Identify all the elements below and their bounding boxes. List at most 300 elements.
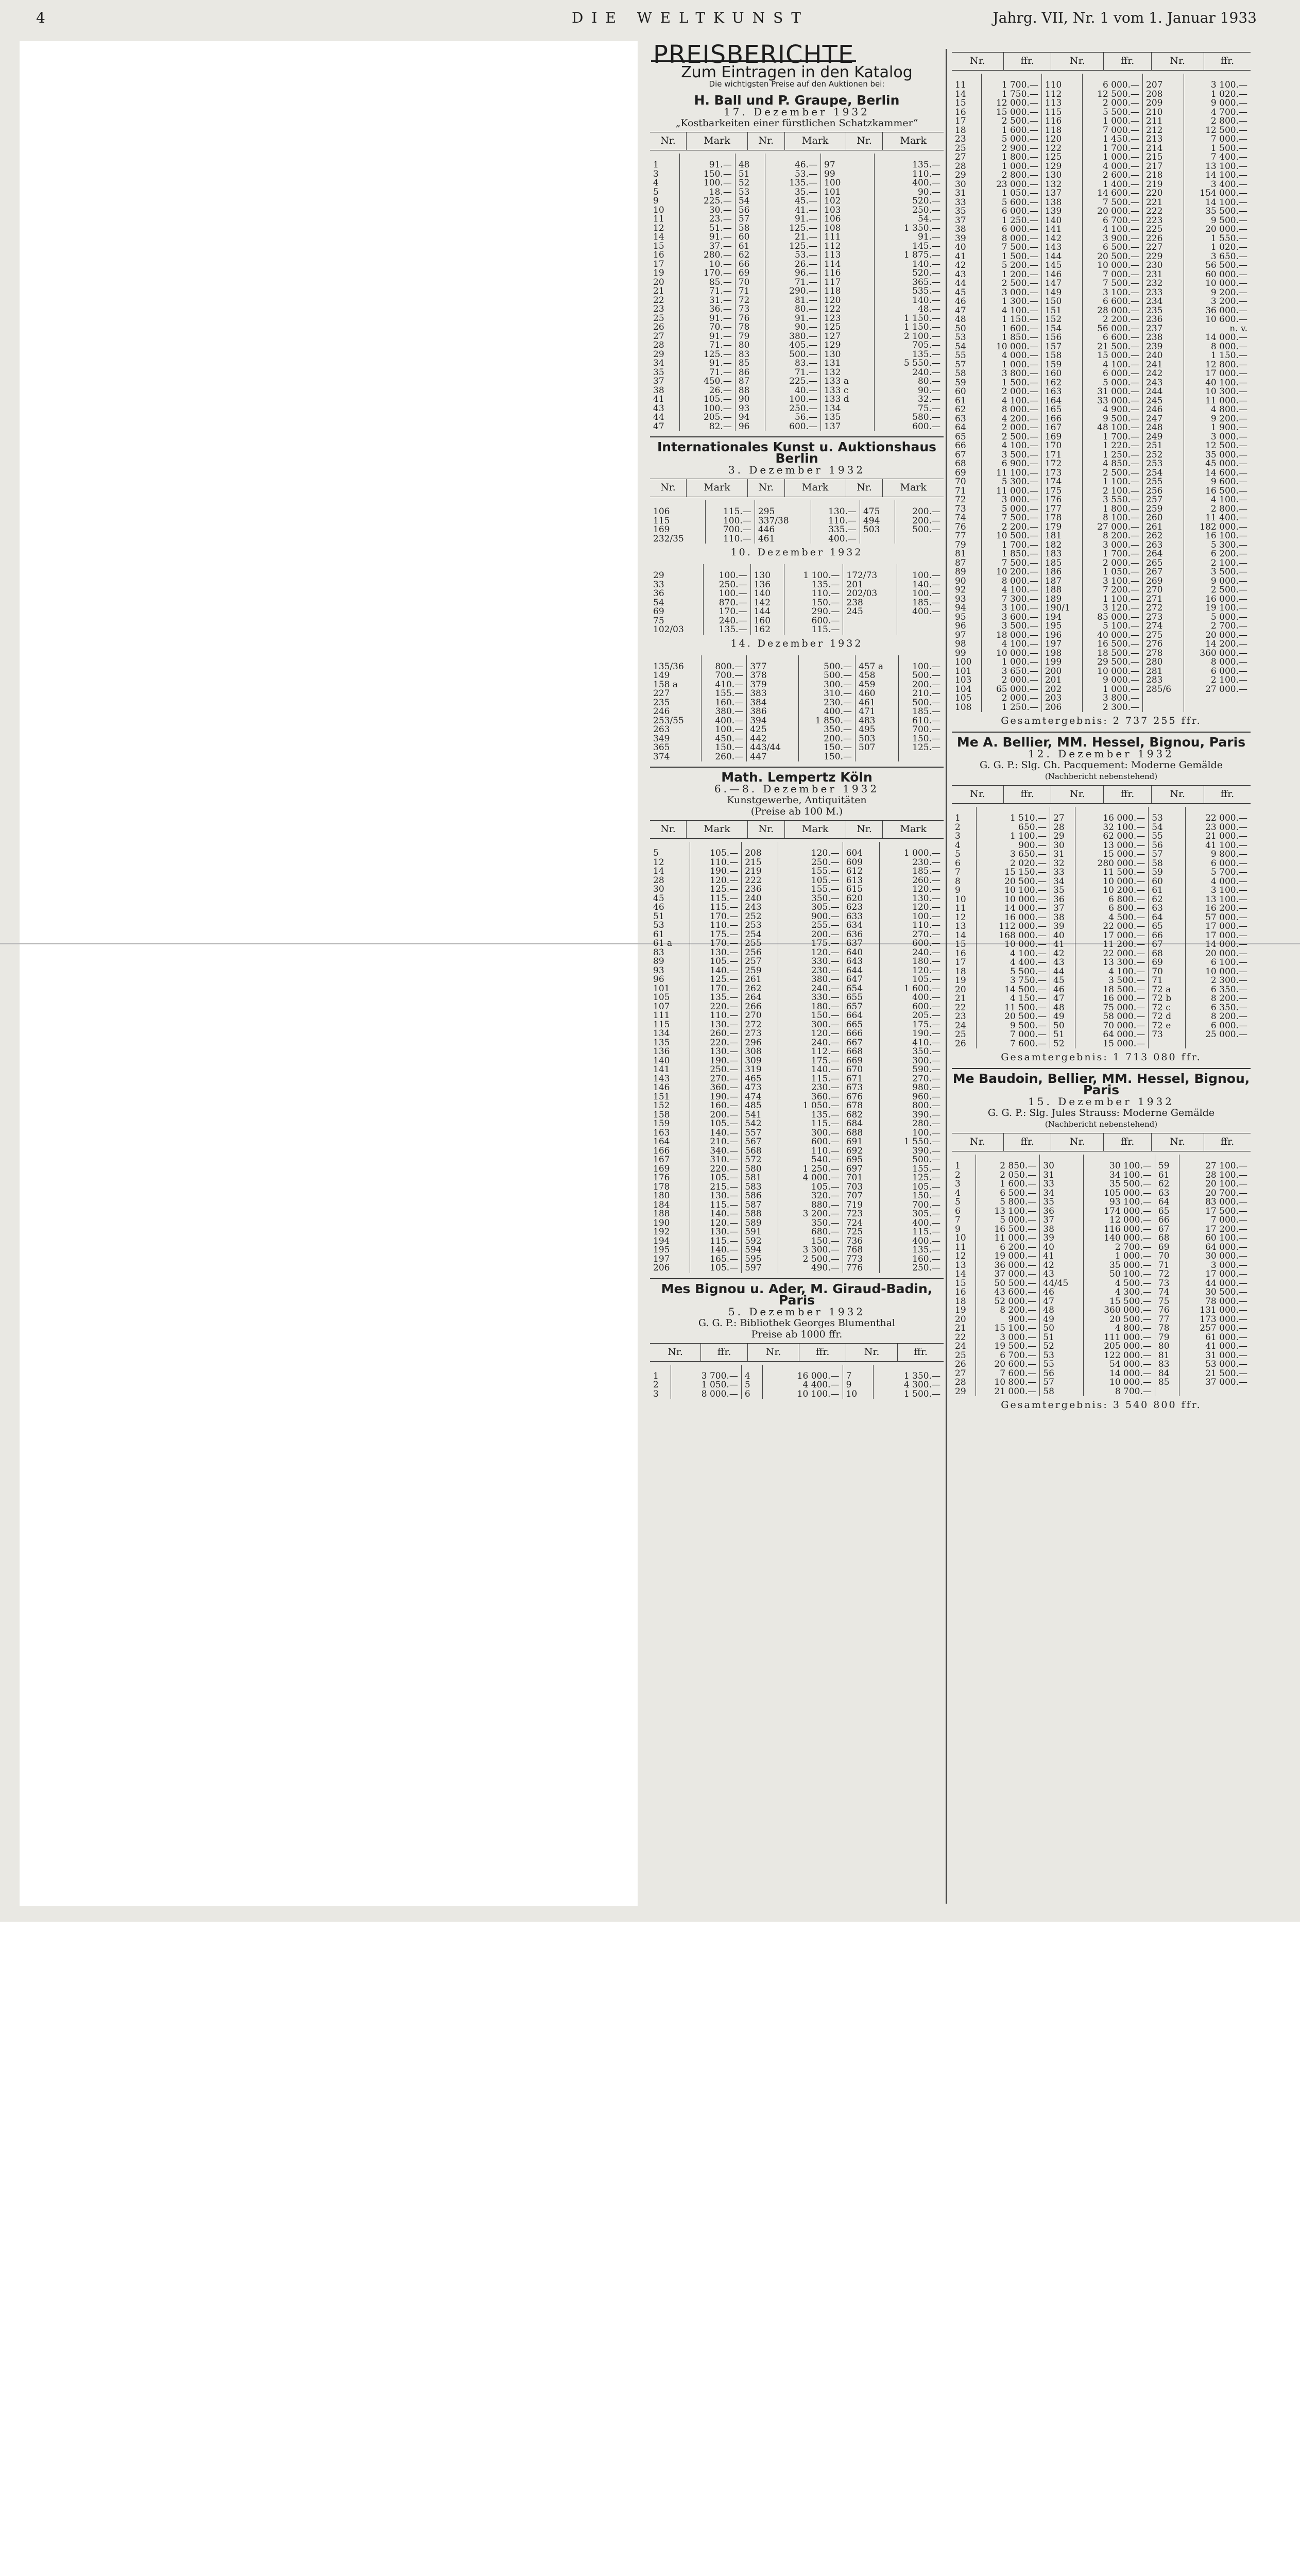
lot-number: 235: [1143, 307, 1184, 316]
lot-number: 197: [1041, 640, 1083, 649]
lot-number: 37: [1040, 1216, 1084, 1225]
lot-number: 186: [1041, 568, 1083, 577]
lot-number: [1143, 694, 1184, 703]
price-cell: 2 600.—: [1083, 171, 1143, 180]
lot-number: 172/73: [843, 564, 897, 581]
table-row: [952, 153, 1251, 162]
table-row: [650, 1083, 944, 1093]
price-cell: 360.—: [690, 1083, 742, 1093]
price-cell: 140.—: [778, 1065, 843, 1075]
price-cell: 7 600.—: [977, 1040, 1050, 1049]
lot-number: 474: [742, 1093, 778, 1102]
price-cell: 17 200.—: [1179, 1225, 1251, 1234]
masthead: DIE WELTKUNST: [572, 9, 809, 26]
price-cell: 19 000.—: [976, 1252, 1040, 1261]
lot-number: 41: [1050, 940, 1075, 950]
lot-number: 48: [955, 314, 966, 325]
lot-number: 24: [955, 1341, 966, 1351]
price-cell: 125.—: [690, 885, 742, 894]
table-row: [952, 126, 1251, 135]
lot-number: 69: [955, 467, 966, 478]
price-cell: 4 100.—: [982, 397, 1042, 406]
lot-number: 594: [742, 1246, 778, 1255]
auction-report: [952, 732, 1251, 1063]
price-cell: 30 500.—: [1179, 1288, 1251, 1297]
column-header: Nr.: [748, 479, 785, 497]
price-cell: 2 100.—: [1083, 487, 1143, 496]
price-cell: 60 100.—: [1179, 1234, 1251, 1243]
price-cell: 8 000.—: [671, 1390, 741, 1399]
lot-number: 10: [955, 1233, 966, 1243]
lot-number: 227: [653, 688, 670, 699]
price-cell: 11 500.—: [977, 1004, 1050, 1013]
price-cell: 82.—: [680, 422, 735, 432]
price-cell: 2 000.—: [982, 387, 1042, 397]
lot-number: 120: [1041, 135, 1083, 144]
price-cell: 29 500.—: [1083, 658, 1143, 667]
lot-number: 589: [742, 1219, 778, 1228]
lot-number: 203: [1041, 694, 1083, 703]
price-cell: 4 400.—: [977, 958, 1050, 968]
lot-number: 102: [821, 197, 875, 206]
price-cell: 580.—: [875, 413, 944, 422]
price-cell: 15 100.—: [976, 1324, 1040, 1333]
price-cell: 1 510.—: [977, 807, 1050, 823]
lot-number: 29: [1050, 832, 1075, 841]
lot-number: 18: [955, 1296, 966, 1307]
lot-number: 11: [955, 1242, 966, 1252]
lot-number: 14: [955, 89, 966, 99]
price-cell: 4 700.—: [1184, 108, 1251, 117]
price-cell: 90.—: [875, 386, 944, 396]
price-cell: 870.—: [704, 599, 750, 608]
table-row: [952, 108, 1251, 117]
lot-number: 20: [955, 984, 966, 995]
price-cell: 365.—: [875, 278, 944, 287]
section-divider: [650, 436, 944, 437]
lot-number: 349: [653, 733, 670, 744]
lot-number: 262: [1143, 532, 1184, 541]
price-cell: 6 600.—: [1083, 297, 1143, 307]
table-row: [650, 359, 944, 368]
lot-number: 15: [653, 241, 664, 251]
lot-number: 262: [742, 985, 778, 994]
lot-number: 173: [1041, 469, 1083, 478]
price-cell: 2 900.—: [982, 144, 1042, 154]
price-cell: 11 000.—: [1184, 397, 1251, 406]
lot-number: 655: [843, 993, 879, 1003]
price-cell: 100.—: [704, 589, 750, 599]
price-cell: 51.—: [680, 224, 735, 233]
lot-number: 62: [955, 404, 966, 415]
price-table: [952, 52, 1251, 71]
price-cell: 70 000.—: [1075, 1022, 1149, 1031]
price-cell: 1 250.—: [982, 703, 1042, 713]
price-cell: 36 000.—: [976, 1261, 1040, 1270]
lot-number: 15: [955, 98, 966, 108]
price-cell: 8 200.—: [1083, 532, 1143, 541]
lot-number: 701: [843, 1174, 879, 1183]
lot-number: 2: [955, 1170, 961, 1180]
lot-number: 507: [856, 743, 899, 753]
column-header: Nr.: [846, 1343, 897, 1361]
price-cell: 160.—: [702, 699, 747, 708]
price-cell: 250.—: [765, 404, 821, 414]
lot-number: 43: [1050, 958, 1075, 968]
lot-number: 57: [1149, 850, 1185, 859]
price-table: [650, 132, 944, 150]
price-cell: 3 000.—: [982, 289, 1042, 298]
price-cell: 173 000.—: [1179, 1315, 1251, 1325]
price-cell: 220.—: [690, 1003, 742, 1012]
lot-number: 4: [653, 178, 659, 188]
lot-number: 28: [955, 161, 966, 172]
price-cell: 6 100.—: [1185, 958, 1251, 968]
price-cell: 1 250.—: [1083, 451, 1143, 460]
price-cell: 260.—: [879, 876, 944, 886]
price-cell: 5 000.—: [1083, 379, 1143, 388]
table-row: [952, 189, 1251, 198]
lot-number: 63: [1149, 904, 1185, 913]
lot-number: 134: [653, 1028, 670, 1039]
lot-number: 73: [955, 503, 966, 514]
digitization-footer: [0, 1922, 1300, 2020]
table-row: [650, 735, 944, 744]
price-cell: 3 650.—: [982, 667, 1042, 676]
lot-number: 1: [653, 160, 659, 170]
price-cell: 60 000.—: [1184, 270, 1251, 280]
lot-number: 17: [653, 259, 664, 269]
price-cell: 700.—: [899, 725, 944, 735]
price-cell: 330.—: [778, 957, 843, 967]
lot-number: 27: [1050, 807, 1075, 823]
lot-number: 17: [955, 116, 966, 126]
table-row: [650, 269, 944, 278]
price-cell: 6 600.—: [1083, 333, 1143, 343]
price-cell: 3 200.—: [1184, 297, 1251, 307]
lot-number: 263: [653, 724, 670, 735]
price-cell: 22 000.—: [1075, 950, 1149, 959]
lot-number: 588: [742, 1210, 778, 1219]
table-row: [650, 985, 944, 994]
table-row: [952, 850, 1251, 859]
price-cell: 64 000.—: [1179, 1243, 1251, 1252]
price-cell: 205.—: [879, 1011, 944, 1021]
price-cell: 65 000.—: [982, 685, 1042, 694]
table-row: [650, 1101, 944, 1111]
lot-number: 30: [1040, 1155, 1084, 1171]
auction-note-small: Preise ab 1000 ffr.: [751, 1328, 843, 1340]
price-cell: 8 000.—: [982, 234, 1042, 244]
price-cell: 120.—: [778, 948, 843, 958]
lot-number: 175: [1041, 487, 1083, 496]
price-cell: 150.—: [702, 743, 747, 753]
price-cell: 1 350.—: [873, 1365, 944, 1381]
price-cell: 110.—: [706, 535, 755, 544]
price-cell: 110.—: [879, 921, 944, 930]
table-row: [650, 413, 944, 422]
price-cell: 33 000.—: [1083, 397, 1143, 406]
table-row: [650, 1246, 944, 1255]
price-cell: 57 000.—: [1185, 913, 1251, 923]
lot-number: 248: [1143, 423, 1184, 433]
price-cell: 100.—: [897, 589, 944, 599]
lot-number: 112: [821, 242, 875, 251]
lot-number: 19: [955, 975, 966, 986]
price-cell: 5 000.—: [1184, 613, 1251, 622]
price-cell: 7 500.—: [982, 243, 1042, 252]
price-cell: 105.—: [778, 876, 843, 886]
price-cell: 1 700.—: [1083, 550, 1143, 559]
lot-number: 35: [653, 367, 664, 378]
price-cell: 590.—: [879, 1065, 944, 1075]
price-cell: 41 000.—: [1179, 1342, 1251, 1351]
lot-number: 115: [653, 1019, 670, 1030]
lot-number: 163: [653, 1127, 670, 1138]
lot-number: 180: [653, 1191, 670, 1201]
lot-number: 131: [821, 359, 875, 368]
price-cell: 320.—: [778, 1192, 843, 1201]
price-cell: 1 700.—: [1083, 433, 1143, 442]
price-cell: 4 000.—: [1083, 162, 1143, 172]
lot-number: 647: [843, 975, 879, 985]
price-cell: 81.—: [765, 296, 821, 306]
lot-number: 140: [750, 589, 784, 599]
table-row: [650, 1201, 944, 1210]
price-cell: 230.—: [879, 858, 944, 868]
lot-number: 146: [653, 1082, 670, 1093]
lot-number: 30: [1050, 841, 1075, 851]
lot-number: 220: [1143, 189, 1184, 198]
lot-number: 95: [955, 612, 966, 622]
price-cell: 16 200.—: [1185, 904, 1251, 913]
price-cell: 1 000.—: [1083, 153, 1143, 162]
lot-number: 52: [1050, 1040, 1075, 1049]
price-cell: 500.—: [899, 699, 944, 708]
table-row: [650, 1156, 944, 1165]
lot-number: 202: [1041, 685, 1083, 694]
lot-number: 377: [747, 655, 798, 672]
price-cell: 1 150.—: [875, 314, 944, 324]
price-cell: 600.—: [875, 422, 944, 432]
price-cell: 56.—: [765, 413, 821, 422]
price-cell: 12 500.—: [1083, 90, 1143, 99]
lot-number: 120: [821, 296, 875, 306]
lot-number: 56: [1149, 841, 1185, 851]
price-cell: 27 000.—: [1083, 523, 1143, 532]
price-cell: 53.—: [765, 170, 821, 179]
price-cell: 125.—: [680, 350, 735, 360]
price-cell: 1 050.—: [671, 1381, 741, 1390]
table-row: [650, 500, 944, 517]
table-row: [650, 1210, 944, 1219]
lot-number: 703: [843, 1183, 879, 1192]
table-row: [952, 487, 1251, 496]
price-cell: 62 000.—: [1075, 832, 1149, 841]
table-row: [952, 922, 1251, 931]
lot-number: [843, 625, 897, 635]
price-cell: 280 000.—: [1075, 859, 1149, 869]
price-cell: 3 500.—: [1075, 976, 1149, 986]
lot-number: 29: [955, 1386, 966, 1397]
lot-number: 580: [742, 1165, 778, 1174]
lot-number: 25: [955, 1029, 966, 1040]
lot-number: 667: [843, 1039, 879, 1048]
price-cell: 1 600.—: [879, 985, 944, 994]
price-cell: 100.—: [897, 564, 944, 581]
auction-list-right: [952, 52, 1251, 1411]
price-cell: 23 000.—: [982, 180, 1042, 190]
price-cell: 2 000.—: [982, 423, 1042, 433]
price-cell: 40.—: [765, 386, 821, 396]
lot-number: 4: [741, 1365, 762, 1381]
auction-note: Kunstgewerbe, Antiquitäten: [727, 794, 867, 806]
price-cell: 80.—: [765, 305, 821, 314]
lot-number: 65: [1149, 922, 1185, 931]
price-cell: 8 700.—: [1083, 1387, 1155, 1397]
price-cell: 290.—: [765, 287, 821, 296]
price-cell: 100.—: [765, 395, 821, 404]
lot-number: 386: [747, 707, 798, 717]
price-cell: 100.—: [680, 179, 735, 188]
lot-number: 123: [821, 314, 875, 324]
lot-number: 96: [653, 974, 664, 985]
price-cell: 5 000.—: [982, 135, 1042, 144]
lot-number: 43: [653, 403, 664, 414]
lot-number: 22: [653, 295, 664, 306]
price-cell: 6 500.—: [976, 1189, 1040, 1198]
lot-number: 223: [1143, 216, 1184, 226]
column-header: Nr.: [1051, 53, 1104, 71]
price-cell: 5 000.—: [982, 505, 1042, 514]
lot-number: 78: [735, 323, 765, 332]
table-row: [650, 1147, 944, 1156]
lot-number: 41: [955, 251, 966, 262]
lot-number: 28: [955, 1377, 966, 1387]
price-cell: 1 350.—: [875, 224, 944, 233]
price-cell: 3 800.—: [1083, 694, 1143, 703]
lot-number: 118: [821, 287, 875, 296]
lot-number: 154: [1041, 325, 1083, 334]
price-cell: 26.—: [765, 260, 821, 269]
table-row: [952, 478, 1251, 487]
price-cell: 7 000.—: [1179, 1216, 1251, 1225]
lot-number: 665: [843, 1021, 879, 1030]
price-cell: 71.—: [765, 278, 821, 287]
lot-number: 634: [843, 921, 879, 930]
price-cell: 112.—: [778, 1047, 843, 1057]
lot-number: 272: [742, 1021, 778, 1030]
price-cell: 1 500.—: [982, 379, 1042, 388]
lot-number: 34: [653, 358, 664, 368]
lot-number: 25: [955, 143, 966, 154]
price-table-body: [650, 655, 944, 762]
lot-number: 56: [1040, 1369, 1084, 1379]
price-cell: 450.—: [702, 735, 747, 744]
lot-number: 541: [742, 1111, 778, 1120]
lot-number: 72 d: [1149, 1012, 1185, 1022]
lot-number: 57: [735, 215, 765, 224]
price-cell: 9 500.—: [1184, 216, 1251, 226]
auction-report: [650, 1278, 944, 1399]
lot-number: 597: [742, 1264, 778, 1273]
price-cell: 520.—: [875, 197, 944, 206]
price-cell: 175.—: [879, 1021, 944, 1030]
price-cell: 350.—: [798, 725, 855, 735]
lot-number: 494: [860, 517, 895, 526]
lot-number: 159: [653, 1118, 670, 1129]
lot-number: 495: [856, 725, 899, 735]
price-cell: 110.—: [690, 858, 742, 868]
auction-report: [650, 95, 944, 431]
table-row: [650, 1264, 944, 1273]
table-row: [952, 1252, 1251, 1261]
lot-number: 195: [1041, 622, 1083, 631]
lot-number: 133 c: [821, 386, 875, 396]
section-divider: [952, 1068, 1251, 1069]
table-row: [650, 903, 944, 912]
lot-number: 160: [1041, 369, 1083, 379]
price-table-header-row: [650, 1343, 944, 1361]
price-cell: 125.—: [899, 743, 944, 753]
section-title: PREISBERICHTE: [651, 49, 856, 62]
price-cell: 20 500.—: [1083, 1315, 1155, 1325]
price-cell: 115.—: [879, 1228, 944, 1237]
table-row: [650, 957, 944, 967]
lot-number: 14: [653, 232, 664, 242]
lot-number: 50: [1040, 1324, 1084, 1333]
lot-number: 460: [856, 689, 899, 699]
price-cell: 120.—: [879, 885, 944, 894]
price-cell: 1 100.—: [977, 832, 1050, 841]
lot-number: 55: [1149, 832, 1185, 841]
price-cell: 16 000.—: [1184, 595, 1251, 604]
lot-number: 135: [653, 1037, 670, 1048]
lot-number: 586: [742, 1192, 778, 1201]
price-cell: 600.—: [879, 1003, 944, 1012]
lot-number: 21: [955, 993, 966, 1004]
price-cell: 2 020.—: [977, 859, 1050, 869]
price-cell: 1 700.—: [982, 74, 1042, 90]
price-cell: 110.—: [778, 1147, 843, 1156]
lot-number: 105: [955, 693, 972, 703]
lot-number: 26: [653, 322, 664, 332]
price-cell: 130.—: [690, 948, 742, 958]
lot-number: 99: [821, 170, 875, 179]
table-row: [952, 1207, 1251, 1216]
lot-number: 654: [843, 985, 879, 994]
lot-number: 49: [1040, 1315, 1084, 1325]
lot-number: 609: [843, 858, 879, 868]
price-cell: 8 200.—: [976, 1306, 1040, 1315]
lot-number: 42: [955, 260, 966, 270]
lot-number: 164: [1041, 397, 1083, 406]
lot-number: 76: [1155, 1306, 1179, 1315]
section-subtitle-small: Die wichtigsten Preise auf den Auktionen bei:: [709, 79, 885, 89]
lot-number: 12: [653, 223, 664, 233]
price-cell: 900.—: [778, 912, 843, 922]
price-cell: [899, 753, 944, 762]
table-row: [952, 297, 1251, 307]
lot-number: 114: [821, 260, 875, 269]
lot-number: 31: [1040, 1171, 1084, 1180]
price-cell: 105.—: [778, 1183, 843, 1192]
price-table-body: [650, 500, 944, 544]
lot-number: 64: [1155, 1198, 1179, 1207]
lot-number: 691: [843, 1138, 879, 1147]
price-table-header-row: [952, 53, 1251, 71]
price-report-column-left: [650, 40, 944, 1399]
